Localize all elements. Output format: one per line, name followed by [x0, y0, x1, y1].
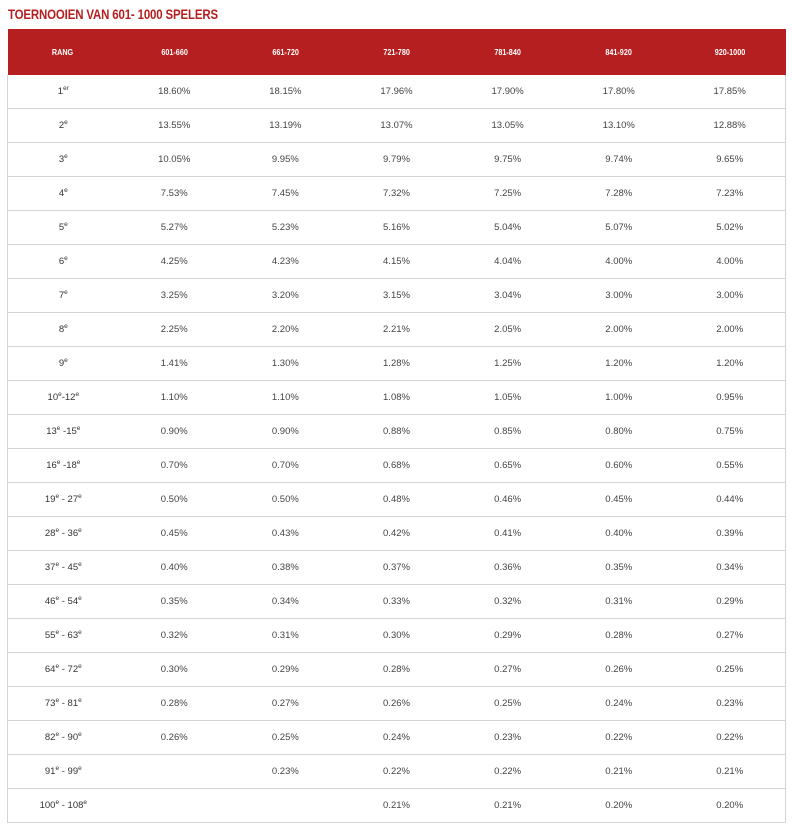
table-body — [8, 75, 786, 823]
percentage-cell: 0.55% — [674, 449, 785, 483]
table-row — [8, 211, 786, 245]
rank-number: 2 — [58, 120, 65, 131]
rank-cell — [8, 517, 119, 551]
percentage-cell: 5.02% — [674, 211, 785, 245]
percentage-cell: 3.00% — [563, 279, 674, 313]
percentage-cell: 0.28% — [563, 619, 674, 653]
percentage-cell: 0.22% — [563, 721, 674, 755]
percentage-cell: 2.00% — [674, 313, 785, 347]
percentage-cell: 0.21% — [341, 789, 452, 823]
rank-cell — [8, 313, 119, 347]
percentage-cell: 3.15% — [341, 279, 452, 313]
percentage-cell: 0.34% — [230, 585, 341, 619]
percentage-cell: 0.31% — [563, 585, 674, 619]
header-601-660: 601-660 — [119, 29, 230, 75]
percentage-cell: 1.25% — [452, 347, 563, 381]
percentage-cell: 2.00% — [563, 313, 674, 347]
rank-number: 73 — [44, 698, 56, 709]
rank-number: 16 — [46, 460, 57, 471]
percentage-cell: 0.24% — [341, 721, 452, 755]
table-row — [8, 109, 786, 143]
percentage-cell: 0.41% — [452, 517, 563, 551]
percentage-cell: 0.22% — [341, 755, 452, 789]
rank-suffix: e — [55, 560, 60, 568]
rank-suffix: e — [78, 526, 82, 534]
rank-number: 3 — [58, 154, 65, 165]
rank-suffix: e — [75, 390, 80, 398]
header-841-920: 841-920 — [563, 29, 674, 75]
rank-suffix: e — [55, 730, 60, 738]
rank-suffix: e — [56, 424, 61, 432]
table-row — [8, 619, 786, 653]
rank-number: - 45 — [59, 562, 79, 573]
percentage-cell: 0.46% — [452, 483, 563, 517]
percentage-cell: 0.26% — [341, 687, 452, 721]
table-row — [8, 585, 786, 619]
table-row — [8, 313, 786, 347]
percentage-cell: 4.04% — [452, 245, 563, 279]
rank-suffix: e — [78, 560, 82, 568]
percentage-cell: 2.05% — [452, 313, 563, 347]
rank-number: - 108 — [59, 800, 84, 811]
percentage-cell: 0.39% — [674, 517, 785, 551]
percentage-cell: 13.07% — [341, 109, 452, 143]
percentage-cell: 0.34% — [674, 551, 785, 585]
percentage-cell: 13.10% — [563, 109, 674, 143]
percentage-cell: 1.05% — [452, 381, 563, 415]
header-920-1000: 920-1000 — [674, 29, 785, 75]
percentage-cell — [230, 789, 341, 823]
percentage-cell: 0.95% — [674, 381, 785, 415]
percentage-cell: 0.40% — [119, 551, 230, 585]
table-row — [8, 279, 786, 313]
percentage-cell: 0.23% — [230, 755, 341, 789]
rank-suffix: e — [64, 356, 68, 364]
rank-number: 100 — [39, 800, 56, 811]
percentage-cell: 1.00% — [563, 381, 674, 415]
percentage-cell: 0.50% — [230, 483, 341, 517]
rank-cell — [8, 347, 119, 381]
percentage-cell: 0.29% — [230, 653, 341, 687]
percentage-cell: 13.05% — [452, 109, 563, 143]
rank-cell — [8, 75, 119, 109]
percentage-cell: 7.23% — [674, 177, 785, 211]
percentage-cell: 7.53% — [119, 177, 230, 211]
rank-suffix: e — [78, 730, 82, 738]
percentage-cell: 7.28% — [563, 177, 674, 211]
rank-suffix: e — [55, 594, 60, 602]
percentage-cell — [119, 755, 230, 789]
header-rank: RANG — [8, 29, 119, 75]
rank-number: - 99 — [59, 766, 79, 777]
percentage-cell: 0.65% — [452, 449, 563, 483]
rank-cell — [8, 381, 119, 415]
rank-cell — [8, 143, 119, 177]
percentage-cell: 0.27% — [452, 653, 563, 687]
rank-suffix: e — [78, 492, 82, 500]
rank-suffix: e — [58, 390, 62, 398]
percentage-cell: 0.29% — [452, 619, 563, 653]
payout-table — [7, 29, 786, 823]
rank-number: - 36 — [59, 528, 79, 539]
percentage-cell: 0.43% — [230, 517, 341, 551]
percentage-cell: 17.96% — [341, 75, 452, 109]
rank-number: 7 — [58, 290, 65, 301]
percentage-cell: 0.70% — [119, 449, 230, 483]
percentage-cell: 0.88% — [341, 415, 452, 449]
percentage-cell: 0.30% — [341, 619, 452, 653]
percentage-cell: 0.85% — [452, 415, 563, 449]
percentage-cell: 0.24% — [563, 687, 674, 721]
header-721-780: 721-780 — [341, 29, 452, 75]
rank-suffix: e — [64, 186, 68, 194]
percentage-cell: 13.55% — [119, 109, 230, 143]
rank-number: 13 — [46, 426, 57, 437]
percentage-cell: 3.25% — [119, 279, 230, 313]
rank-cell — [8, 653, 119, 687]
percentage-cell: 1.30% — [230, 347, 341, 381]
percentage-cell: 0.21% — [674, 755, 785, 789]
percentage-cell: 7.25% — [452, 177, 563, 211]
percentage-cell: 0.21% — [563, 755, 674, 789]
table-row — [8, 551, 786, 585]
rank-number: -18 — [60, 460, 77, 471]
percentage-cell: 0.20% — [674, 789, 785, 823]
percentage-cell: 0.80% — [563, 415, 674, 449]
percentage-cell: 3.00% — [674, 279, 785, 313]
rank-number: 82 — [44, 732, 56, 743]
percentage-cell — [119, 789, 230, 823]
percentage-cell: 0.25% — [452, 687, 563, 721]
percentage-cell: 2.21% — [341, 313, 452, 347]
rank-suffix: e — [64, 254, 68, 262]
rank-suffix: e — [83, 798, 88, 806]
percentage-cell: 1.20% — [563, 347, 674, 381]
rank-cell — [8, 585, 119, 619]
rank-cell — [8, 177, 119, 211]
percentage-cell: 2.25% — [119, 313, 230, 347]
percentage-cell: 0.23% — [674, 687, 785, 721]
rank-suffix: e — [78, 764, 82, 772]
percentage-cell: 0.28% — [119, 687, 230, 721]
rank-number: 46 — [44, 596, 56, 607]
rank-number: - 27 — [59, 494, 79, 505]
percentage-cell: 0.90% — [119, 415, 230, 449]
rank-cell — [8, 619, 119, 653]
rank-cell — [8, 415, 119, 449]
rank-suffix: e — [64, 220, 68, 228]
rank-number: 10 — [47, 392, 59, 403]
table-row — [8, 347, 786, 381]
percentage-cell: 1.41% — [119, 347, 230, 381]
percentage-cell: 0.27% — [674, 619, 785, 653]
percentage-cell: 5.07% — [563, 211, 674, 245]
percentage-cell: 17.80% — [563, 75, 674, 109]
percentage-cell: 7.45% — [230, 177, 341, 211]
rank-number: 91 — [44, 766, 56, 777]
rank-number: - 54 — [59, 596, 79, 607]
rank-cell — [8, 449, 119, 483]
table-row — [8, 517, 786, 551]
header-661-720: 661-720 — [230, 29, 341, 75]
percentage-cell: 0.23% — [452, 721, 563, 755]
percentage-cell: 1.20% — [674, 347, 785, 381]
rank-number: 55 — [44, 630, 56, 641]
percentage-cell: 0.42% — [341, 517, 452, 551]
percentage-cell: 9.65% — [674, 143, 785, 177]
rank-number: 28 — [44, 528, 56, 539]
rank-cell — [8, 109, 119, 143]
table-row — [8, 75, 786, 109]
percentage-cell: 0.27% — [230, 687, 341, 721]
percentage-cell: 0.35% — [119, 585, 230, 619]
table-row — [8, 687, 786, 721]
rank-number: 6 — [58, 256, 65, 267]
table-row — [8, 381, 786, 415]
rank-number: 1 — [57, 86, 64, 97]
percentage-cell: 17.85% — [674, 75, 785, 109]
percentage-cell: 1.10% — [230, 381, 341, 415]
rank-number: 64 — [44, 664, 56, 675]
percentage-cell: 9.75% — [452, 143, 563, 177]
percentage-cell: 10.05% — [119, 143, 230, 177]
percentage-cell: 0.30% — [119, 653, 230, 687]
percentage-cell: 0.60% — [563, 449, 674, 483]
payout-table-container — [7, 29, 786, 823]
rank-suffix: e — [64, 118, 68, 126]
percentage-cell: 0.50% — [119, 483, 230, 517]
rank-number: -12 — [61, 392, 76, 403]
percentage-cell: 9.74% — [563, 143, 674, 177]
table-row — [8, 789, 786, 823]
percentage-cell: 0.90% — [230, 415, 341, 449]
percentage-cell: 0.20% — [563, 789, 674, 823]
percentage-cell: 0.38% — [230, 551, 341, 585]
rank-suffix: e — [64, 288, 68, 296]
percentage-cell: 4.00% — [563, 245, 674, 279]
percentage-cell: 0.68% — [341, 449, 452, 483]
percentage-cell: 0.26% — [563, 653, 674, 687]
rank-suffix: e — [78, 662, 82, 670]
percentage-cell: 18.60% — [119, 75, 230, 109]
percentage-cell: 0.32% — [119, 619, 230, 653]
rank-suffix: e — [76, 424, 81, 432]
rank-suffix: e — [55, 492, 60, 500]
rank-cell — [8, 755, 119, 789]
rank-number: 37 — [44, 562, 56, 573]
percentage-cell: 0.45% — [119, 517, 230, 551]
percentage-cell: 12.88% — [674, 109, 785, 143]
percentage-cell: 0.25% — [674, 653, 785, 687]
percentage-cell: 3.04% — [452, 279, 563, 313]
percentage-cell: 9.79% — [341, 143, 452, 177]
percentage-cell: 0.40% — [563, 517, 674, 551]
table-row — [8, 245, 786, 279]
percentage-cell: 0.21% — [452, 789, 563, 823]
rank-suffix: e — [55, 628, 60, 636]
percentage-cell: 0.25% — [230, 721, 341, 755]
rank-number: 4 — [58, 188, 65, 199]
table-row — [8, 483, 786, 517]
rank-number: 9 — [58, 358, 65, 369]
percentage-cell: 13.19% — [230, 109, 341, 143]
rank-cell — [8, 551, 119, 585]
percentage-cell: 0.48% — [341, 483, 452, 517]
table-row — [8, 143, 786, 177]
table-header — [8, 29, 786, 75]
rank-suffix: e — [55, 798, 60, 806]
rank-cell — [8, 279, 119, 313]
percentage-cell: 17.90% — [452, 75, 563, 109]
percentage-cell: 1.08% — [341, 381, 452, 415]
page-title: TOERNOOIEN VAN 601- 1000 SPELERS — [8, 6, 218, 22]
percentage-cell: 7.32% — [341, 177, 452, 211]
percentage-cell: 1.28% — [341, 347, 452, 381]
percentage-cell: 9.95% — [230, 143, 341, 177]
rank-number: - 90 — [59, 732, 79, 743]
rank-number: -15 — [60, 426, 77, 437]
percentage-cell: 0.44% — [674, 483, 785, 517]
percentage-cell: 0.45% — [563, 483, 674, 517]
percentage-cell: 4.15% — [341, 245, 452, 279]
table-row — [8, 415, 786, 449]
percentage-cell: 2.20% — [230, 313, 341, 347]
header-row — [8, 29, 786, 75]
percentage-cell: 0.70% — [230, 449, 341, 483]
rank-number: - 72 — [59, 664, 79, 675]
percentage-cell: 5.23% — [230, 211, 341, 245]
percentage-cell: 0.36% — [452, 551, 563, 585]
rank-suffix: e — [55, 696, 60, 704]
rank-suffix: e — [76, 458, 81, 466]
rank-number: 8 — [58, 324, 65, 335]
percentage-cell: 0.35% — [563, 551, 674, 585]
percentage-cell: 5.04% — [452, 211, 563, 245]
rank-suffix: e — [56, 458, 61, 466]
rank-suffix: e — [78, 628, 82, 636]
rank-suffix: e — [55, 662, 60, 670]
percentage-cell: 3.20% — [230, 279, 341, 313]
percentage-cell: 1.10% — [119, 381, 230, 415]
percentage-cell: 0.22% — [452, 755, 563, 789]
percentage-cell: 0.31% — [230, 619, 341, 653]
table-row — [8, 721, 786, 755]
percentage-cell: 0.75% — [674, 415, 785, 449]
rank-number: 5 — [58, 222, 65, 233]
rank-suffix: e — [78, 696, 82, 704]
rank-suffix: e — [78, 594, 82, 602]
percentage-cell: 0.29% — [674, 585, 785, 619]
percentage-cell: 4.23% — [230, 245, 341, 279]
rank-suffix: e — [55, 764, 60, 772]
percentage-cell: 18.15% — [230, 75, 341, 109]
rank-cell — [8, 721, 119, 755]
percentage-cell: 0.32% — [452, 585, 563, 619]
percentage-cell: 0.22% — [674, 721, 785, 755]
percentage-cell: 5.16% — [341, 211, 452, 245]
percentage-cell: 5.27% — [119, 211, 230, 245]
rank-cell — [8, 789, 119, 823]
percentage-cell: 4.00% — [674, 245, 785, 279]
rank-suffix: e — [64, 152, 68, 160]
percentage-cell: 0.26% — [119, 721, 230, 755]
rank-cell — [8, 245, 119, 279]
rank-suffix: er — [63, 84, 69, 92]
rank-suffix: e — [55, 526, 60, 534]
table-row — [8, 449, 786, 483]
rank-number: - 81 — [59, 698, 79, 709]
rank-cell — [8, 483, 119, 517]
rank-cell — [8, 687, 119, 721]
percentage-cell: 0.28% — [341, 653, 452, 687]
percentage-cell: 0.37% — [341, 551, 452, 585]
header-781-840: 781-840 — [452, 29, 563, 75]
table-row — [8, 653, 786, 687]
rank-number: - 63 — [59, 630, 79, 641]
percentage-cell: 0.33% — [341, 585, 452, 619]
rank-cell — [8, 211, 119, 245]
rank-suffix: e — [64, 322, 68, 330]
table-row — [8, 177, 786, 211]
rank-number: 19 — [44, 494, 56, 505]
percentage-cell: 4.25% — [119, 245, 230, 279]
table-row — [8, 755, 786, 789]
